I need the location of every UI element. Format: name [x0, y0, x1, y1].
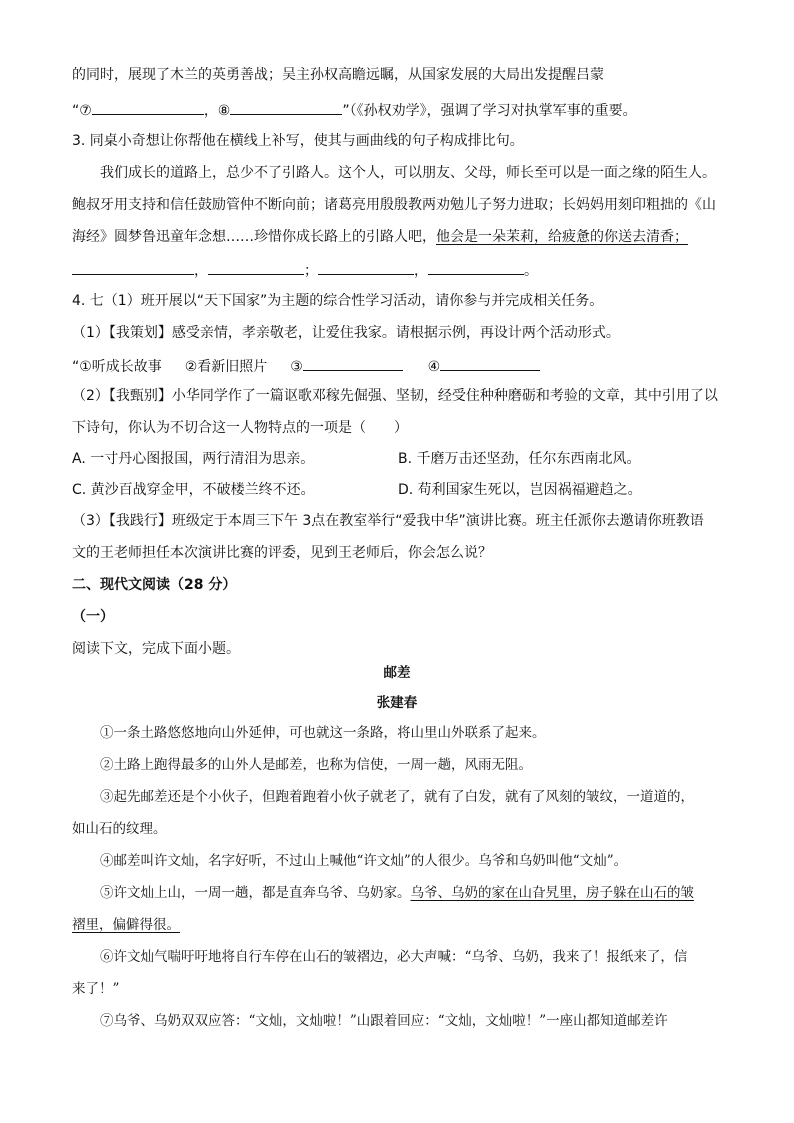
paragraph-5-underlined-cont: 褶里，偏僻得很。 — [72, 917, 180, 933]
article-paragraph-6-line-2: 来了！” — [72, 981, 120, 997]
example-4-label: ④ — [427, 359, 441, 375]
answer-blank-q3-1[interactable] — [72, 260, 194, 275]
q2-continued-line: 的同时，展现了木兰的英勇善战；吴主孙权高瞻远瞩，从国家发展的大局出发提醒吕蒙 — [72, 67, 604, 83]
article-paragraph-5-line-1 — [100, 884, 694, 902]
q2-sep: ，⑧ — [203, 103, 231, 119]
q3-answer-line — [72, 260, 538, 280]
article-paragraph-3-line-2: 如山石的纹理。 — [72, 821, 167, 837]
q3-paragraph-line-1: 我们成长的道路上，总少不了引路人。这个人，可以朋友、父母，师长至可以是一面之缘的陌生人。 — [100, 165, 716, 181]
q4-sub2-line-1: （2）【我甄别】小华同学作了一篇讴歌邓稼先倔强、坚韧，经受住种种磨砺和考验的文章，其中引用了以 — [72, 388, 718, 404]
article-paragraph-1: ①一条土路悠悠地向山外延伸，可也就这一条路，将山里山外联系了起来。 — [100, 725, 546, 741]
paragraph-5-underlined: 乌爷、乌奶的家在山旮旯里，房子躲在山石的皱 — [410, 885, 694, 901]
q4-sub3-line-2: 文的王老师担任本次演讲比赛的评委，见到王老师后，你会怎么说？ — [72, 545, 492, 561]
q4-stem: 4. 七（1）班开展以“天下国家”为主题的综合性学习活动，请你参与并完成相关任务。 — [72, 293, 604, 309]
q3-comma-1: ， — [194, 263, 208, 279]
q4-sub3-line-1: （3）【我践行】班级定于本周三下午 3点在教室举行“爱我中华”演讲比赛。班主任派你去邀请你班教语 — [72, 513, 704, 529]
q3-semicolon-1: ； — [304, 263, 318, 279]
q3-wavy-underlined-sentence: 他会是一朵茉莉，给疲惫的你送去清香； — [436, 229, 688, 245]
q2-open-quote: “⑦ — [72, 103, 92, 119]
q3-paragraph-line-2: 鲍叔牙用支持和信任鼓励管仲不断向前；诸葛亮用殷殷教两劝勉儿子努力进取；长妈妈用刻印粗拙的《山 — [72, 197, 716, 213]
article-paragraph-7-line-1: ⑦乌爷、乌奶双双应答：“文灿，文灿啦！”山跟着回应：“文灿，文灿啦！”一座山都知道邮差许 — [100, 1013, 668, 1029]
q3-period: 。 — [524, 263, 538, 279]
option-a[interactable]: A. 一寸丹心图报国，两行清泪为思亲。 — [72, 451, 315, 467]
paragraph-5-plain: ⑤许文灿上山，一周一趟，都是直奔乌爷、乌奶家。 — [100, 885, 411, 901]
option-b[interactable]: B. 千磨万击还坚劲，任尔东西南北风。 — [398, 451, 641, 467]
article-paragraph-2: ②土路上跑得最多的山外人是邮差，也称为信使，一周一趟，风雨无阻。 — [100, 757, 532, 773]
option-c[interactable]: C. 黄沙百战穿金甲，不破楼兰终不还。 — [72, 482, 315, 498]
reading-instruction: 阅读下文，完成下面小题。 — [72, 641, 240, 657]
q4-sub2-line-2: 下诗句，你认为不切合这一人物特点的一项是（ ） — [72, 420, 408, 436]
q3-plain-text: 海经》圆梦鲁迅童年念想……珍惜你成长路上的引路人吧， — [72, 229, 436, 245]
article-paragraph-4: ④邮差叫许文灿，名字好听，不过山上喊他“许文灿”的人很少。乌爷和乌奶叫他“文灿”。 — [100, 853, 628, 869]
answer-blank-q3-3[interactable] — [318, 260, 414, 275]
section-title: 二、现代文阅读（28 分） — [72, 577, 237, 593]
article-title: 邮差 — [383, 665, 411, 681]
example-3-label: ③ — [290, 359, 303, 375]
q3-comma-2: ， — [414, 263, 428, 279]
article-paragraph-5-line-2 — [72, 916, 180, 934]
answer-blank-activity-3[interactable] — [303, 356, 403, 371]
example-1: “①听成长故事 — [72, 359, 162, 375]
q4-sub1: （1）【我策划】感受亲情，孝亲敬老，让爱住我家。请根据示例，再设计两个活动形式。 — [72, 325, 620, 341]
example-2: ②看新旧照片 — [184, 359, 268, 375]
q2-fill-line — [72, 100, 637, 120]
q4-sub1-examples — [72, 356, 540, 376]
subsection-title: （一） — [72, 609, 114, 625]
answer-blank-activity-4[interactable] — [440, 356, 540, 371]
option-d[interactable]: D. 苟利国家生死以，岂因祸福避趋之。 — [398, 482, 642, 498]
q3-stem: 3. 同桌小奇想让你帮他在横线上补写，使其与画曲线的句子构成排比句。 — [72, 133, 524, 149]
answer-blank-q3-4[interactable] — [428, 260, 524, 275]
answer-blank-7[interactable] — [92, 100, 204, 115]
article-paragraph-6-line-1: ⑥许文灿气喘吁吁地将自行车停在山石的皱褶边，必大声喊：“乌爷、乌奶，我来了！报纸来了，信 — [100, 949, 688, 965]
answer-blank-q3-2[interactable] — [208, 260, 304, 275]
article-author: 张建春 — [376, 695, 418, 711]
answer-blank-8[interactable] — [230, 100, 342, 115]
q3-paragraph-line-3 — [72, 228, 688, 246]
q2-tail: ”（《孙权劝学》，强调了学习对执掌军事的重要。 — [342, 103, 637, 119]
article-paragraph-3-line-1: ③起先邮差还是个小伙子，但跑着跑着小伙子就老了，就有了白发，就有了风刻的皱纹，一道道的， — [100, 789, 694, 805]
